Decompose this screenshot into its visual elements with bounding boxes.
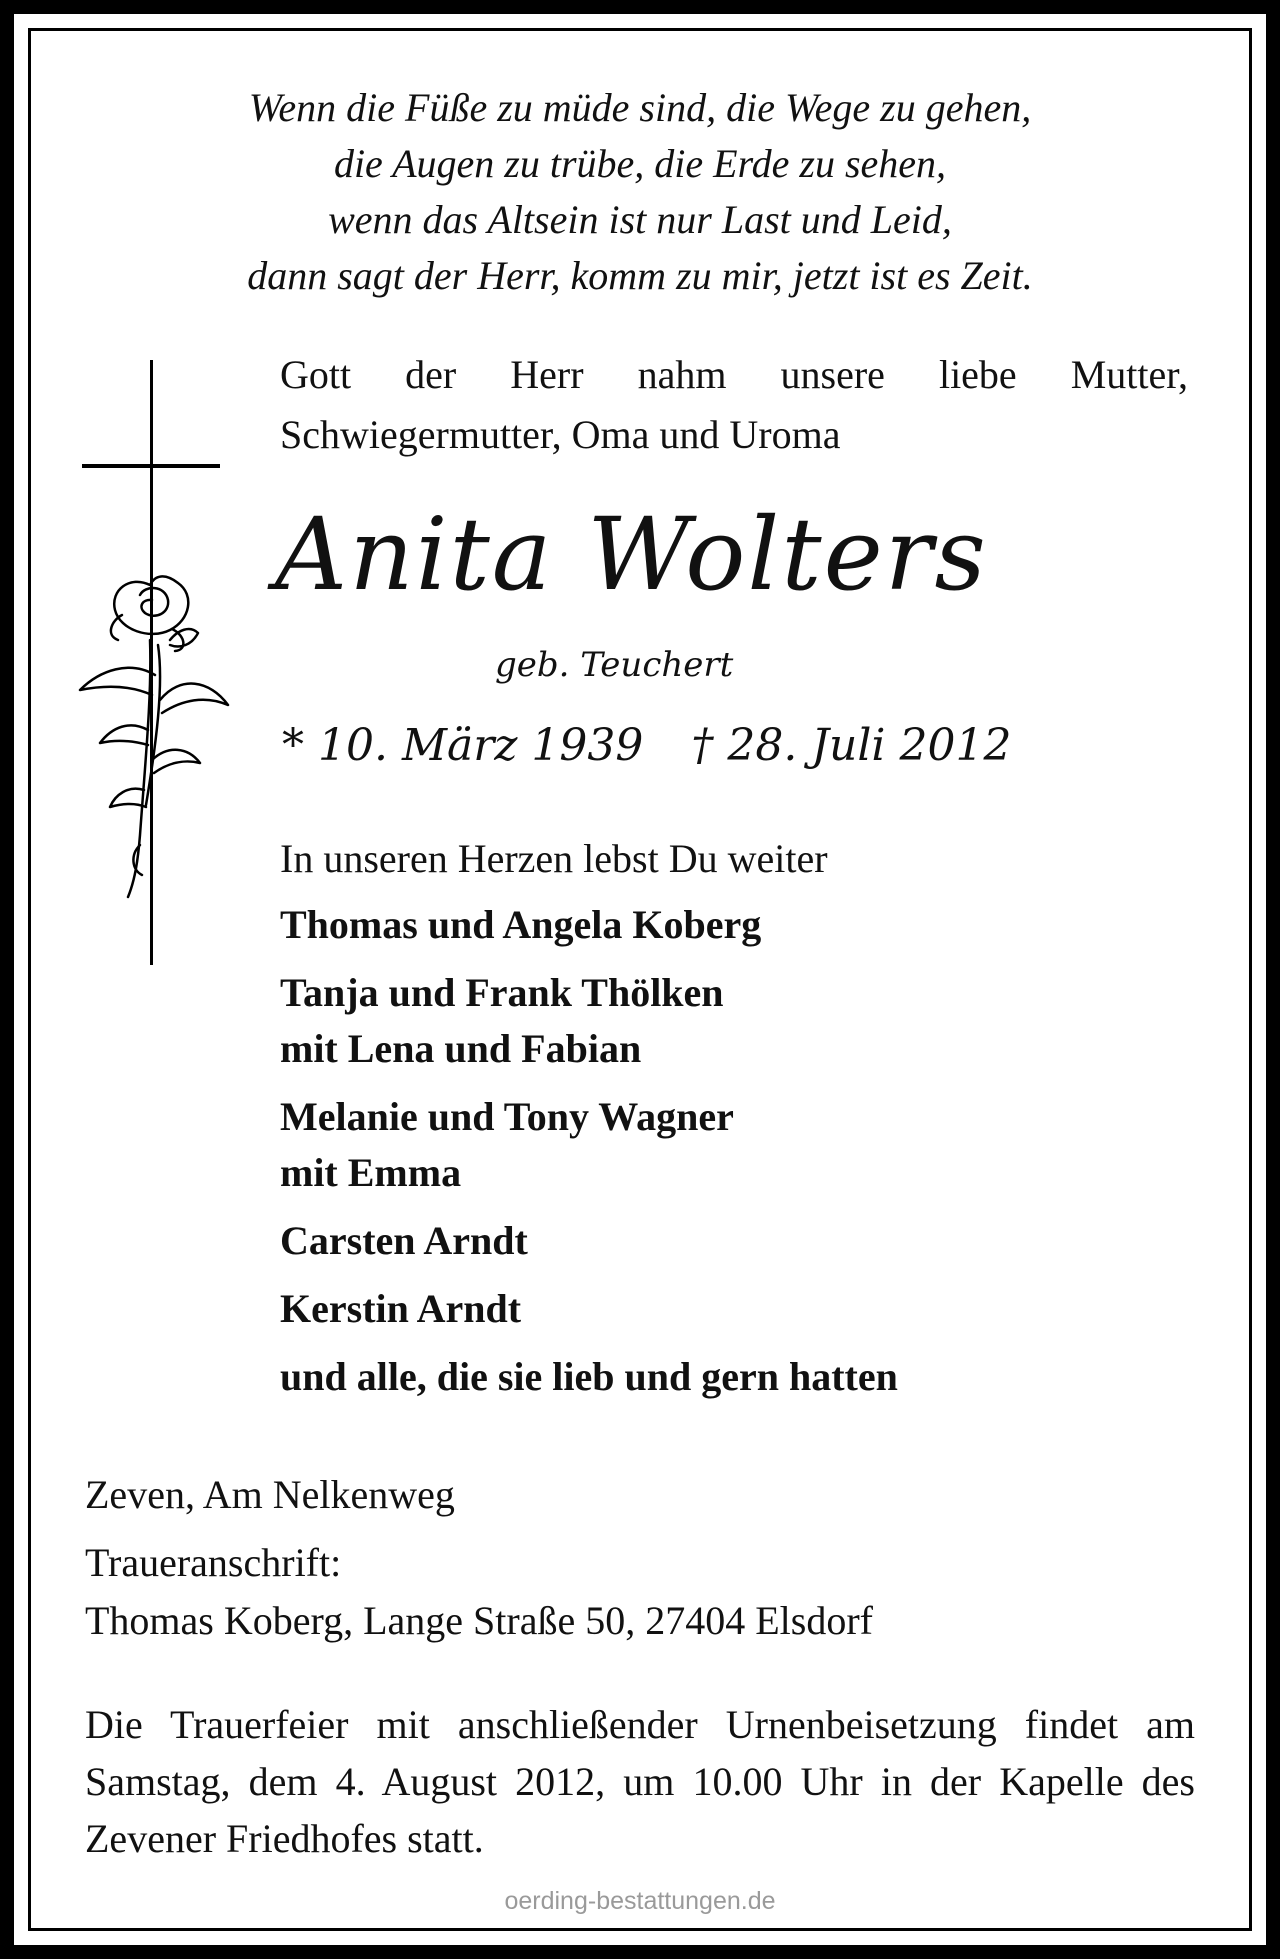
poem [70, 80, 1210, 304]
rose-icon [60, 545, 240, 905]
poem-line: dann sagt der Herr, komm zu mir, jetzt ist es Zeit. [247, 253, 1033, 298]
mourner-group [280, 1349, 1180, 1405]
mourner-line: und alle, die sie lieb und gern hatten [280, 1354, 898, 1399]
mourner-group [280, 965, 1180, 1077]
poem-line: wenn das Altsein ist nur Last und Leid, [328, 197, 952, 242]
mourners-list [280, 897, 1180, 1417]
maiden-name: geb. Teuchert [495, 645, 734, 685]
mourning-address: Thomas Koberg, Lange Straße 50, 27404 Elsdorf [85, 1598, 873, 1643]
birth-date: * 10. März 1939 [282, 720, 644, 771]
footer-source: oerding-bestattungen.de [504, 1887, 776, 1915]
mourners-intro: In unseren Herzen lebst Du weiter [280, 836, 828, 881]
mourner-group [280, 1213, 1180, 1269]
deceased-name: Anita Wolters [275, 496, 988, 613]
death-date: † 28. Juli 2012 [691, 720, 1012, 771]
residence: Zeven, Am Nelkenweg [85, 1472, 455, 1517]
mourner-line: Thomas und Angela Koberg [280, 902, 762, 947]
poem-line: die Augen zu trübe, die Erde zu sehen, [333, 141, 947, 186]
mourner-line: Carsten Arndt [280, 1218, 528, 1263]
poem-line: Wenn die Füße zu müde sind, die Wege zu gehen, [248, 85, 1032, 130]
mourning-address-label: Traueranschrift: [85, 1540, 342, 1585]
mourner-line: Melanie und Tony Wagner [280, 1094, 734, 1139]
mourner-line: mit Lena und Fabian [280, 1026, 642, 1071]
ceremony-text: Die Trauerfeier mit anschließender Urnenbeisetzung findet am Samstag, dem 4. August 2012, um 10.00 Uhr in der Kapelle des Zevener Friedhofes statt. [85, 1702, 1195, 1861]
mourner-line: Tanja und Frank Thölken [280, 970, 724, 1015]
mourner-line: mit Emma [280, 1150, 462, 1195]
cross-horizontal-bar [82, 464, 220, 468]
mourner-group [280, 1089, 1180, 1201]
address-block [85, 1466, 1195, 1650]
intro-text: Gott der Herr nahm unsere liebe Mutter, Schwiegermutter, Oma und Uroma [280, 352, 1188, 457]
mourner-group [280, 897, 1180, 953]
mourner-line: Kerstin Arndt [280, 1286, 522, 1331]
mourner-group [280, 1281, 1180, 1337]
life-dates [282, 720, 1182, 771]
